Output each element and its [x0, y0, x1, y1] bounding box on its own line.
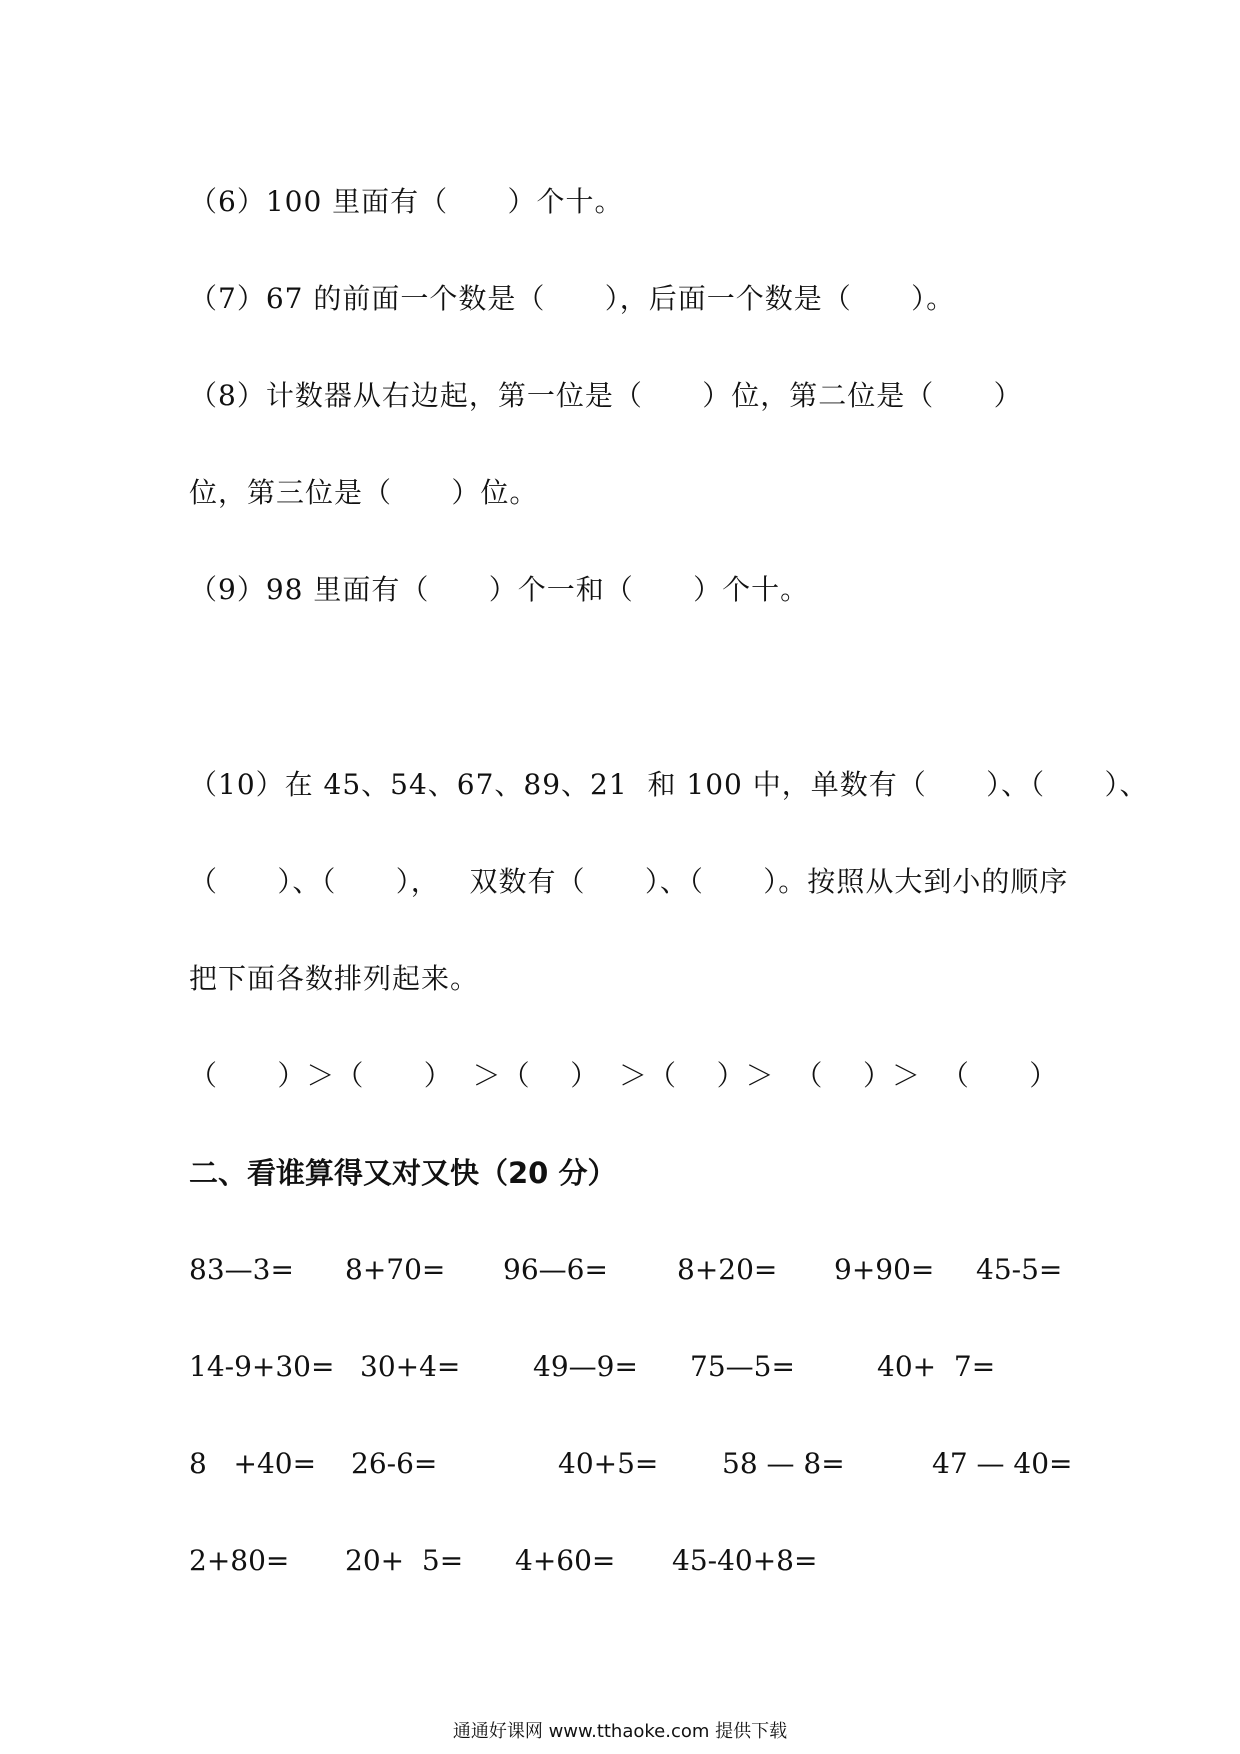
- calc-item: 14-9+30=: [189, 1350, 335, 1383]
- question-10-ordering: （ ）＞（ ） ＞（ ） ＞（ ）＞ （ ）＞ （ ）: [189, 1059, 1059, 1092]
- calc-item: 49—9=: [533, 1350, 638, 1383]
- calc-item: 9+90=: [834, 1253, 935, 1286]
- calc-item: 40+5=: [558, 1447, 659, 1480]
- question-10-line-1: （10）在 45、54、67、89、21 和 100 中，单数有（ ）、（ ）、: [189, 768, 1149, 801]
- question-8-line-1: （8）计数器从右边起，第一位是（ ）位，第二位是（ ）: [189, 379, 1023, 412]
- question-10-line-2: （ ）、（ ）， 双数有（ ）、（ ）。按照从大到小的顺序: [189, 865, 1069, 898]
- calc-item: 30+4=: [360, 1350, 461, 1383]
- question-8-line-2: 位，第三位是（ ）位。: [189, 476, 539, 509]
- calc-item: 8 +40=: [189, 1447, 317, 1480]
- calc-item: 4+60=: [515, 1544, 616, 1577]
- page-footer: 通通好课网 www.tthaoke.com 提供下载: [452, 1721, 788, 1742]
- calc-item: 40+ 7=: [877, 1350, 996, 1383]
- calc-item: 45-5=: [976, 1253, 1063, 1286]
- calc-row: [0, 1444, 1240, 1484]
- calc-item: 47 — 40=: [932, 1447, 1073, 1480]
- calc-item: 8+20=: [677, 1253, 778, 1286]
- calc-item: 96—6=: [503, 1253, 608, 1286]
- calc-item: 20+ 5=: [345, 1544, 464, 1577]
- calc-item: 75—5=: [690, 1350, 795, 1383]
- section-2-title: 二、看谁算得又对又快（20 分）: [189, 1156, 617, 1190]
- calc-item: 45-40+8=: [672, 1544, 818, 1577]
- question-10-line-3: 把下面各数排列起来。: [189, 962, 480, 995]
- calc-row: [0, 1250, 1240, 1290]
- calc-row: [0, 1347, 1240, 1387]
- question-9: （9）98 里面有（ ）个一和（ ）个十。: [189, 573, 810, 606]
- calc-item: 58 — 8=: [722, 1447, 845, 1480]
- question-6: （6）100 里面有（ ）个十。: [189, 185, 624, 218]
- calc-row: [0, 1541, 1240, 1581]
- calc-item: 2+80=: [189, 1544, 290, 1577]
- calc-item: 8+70=: [345, 1253, 446, 1286]
- calc-item: 26-6=: [351, 1447, 438, 1480]
- question-7: （7）67 的前面一个数是（ ），后面一个数是（ ）。: [189, 282, 956, 315]
- calc-item: 83—3=: [189, 1253, 294, 1286]
